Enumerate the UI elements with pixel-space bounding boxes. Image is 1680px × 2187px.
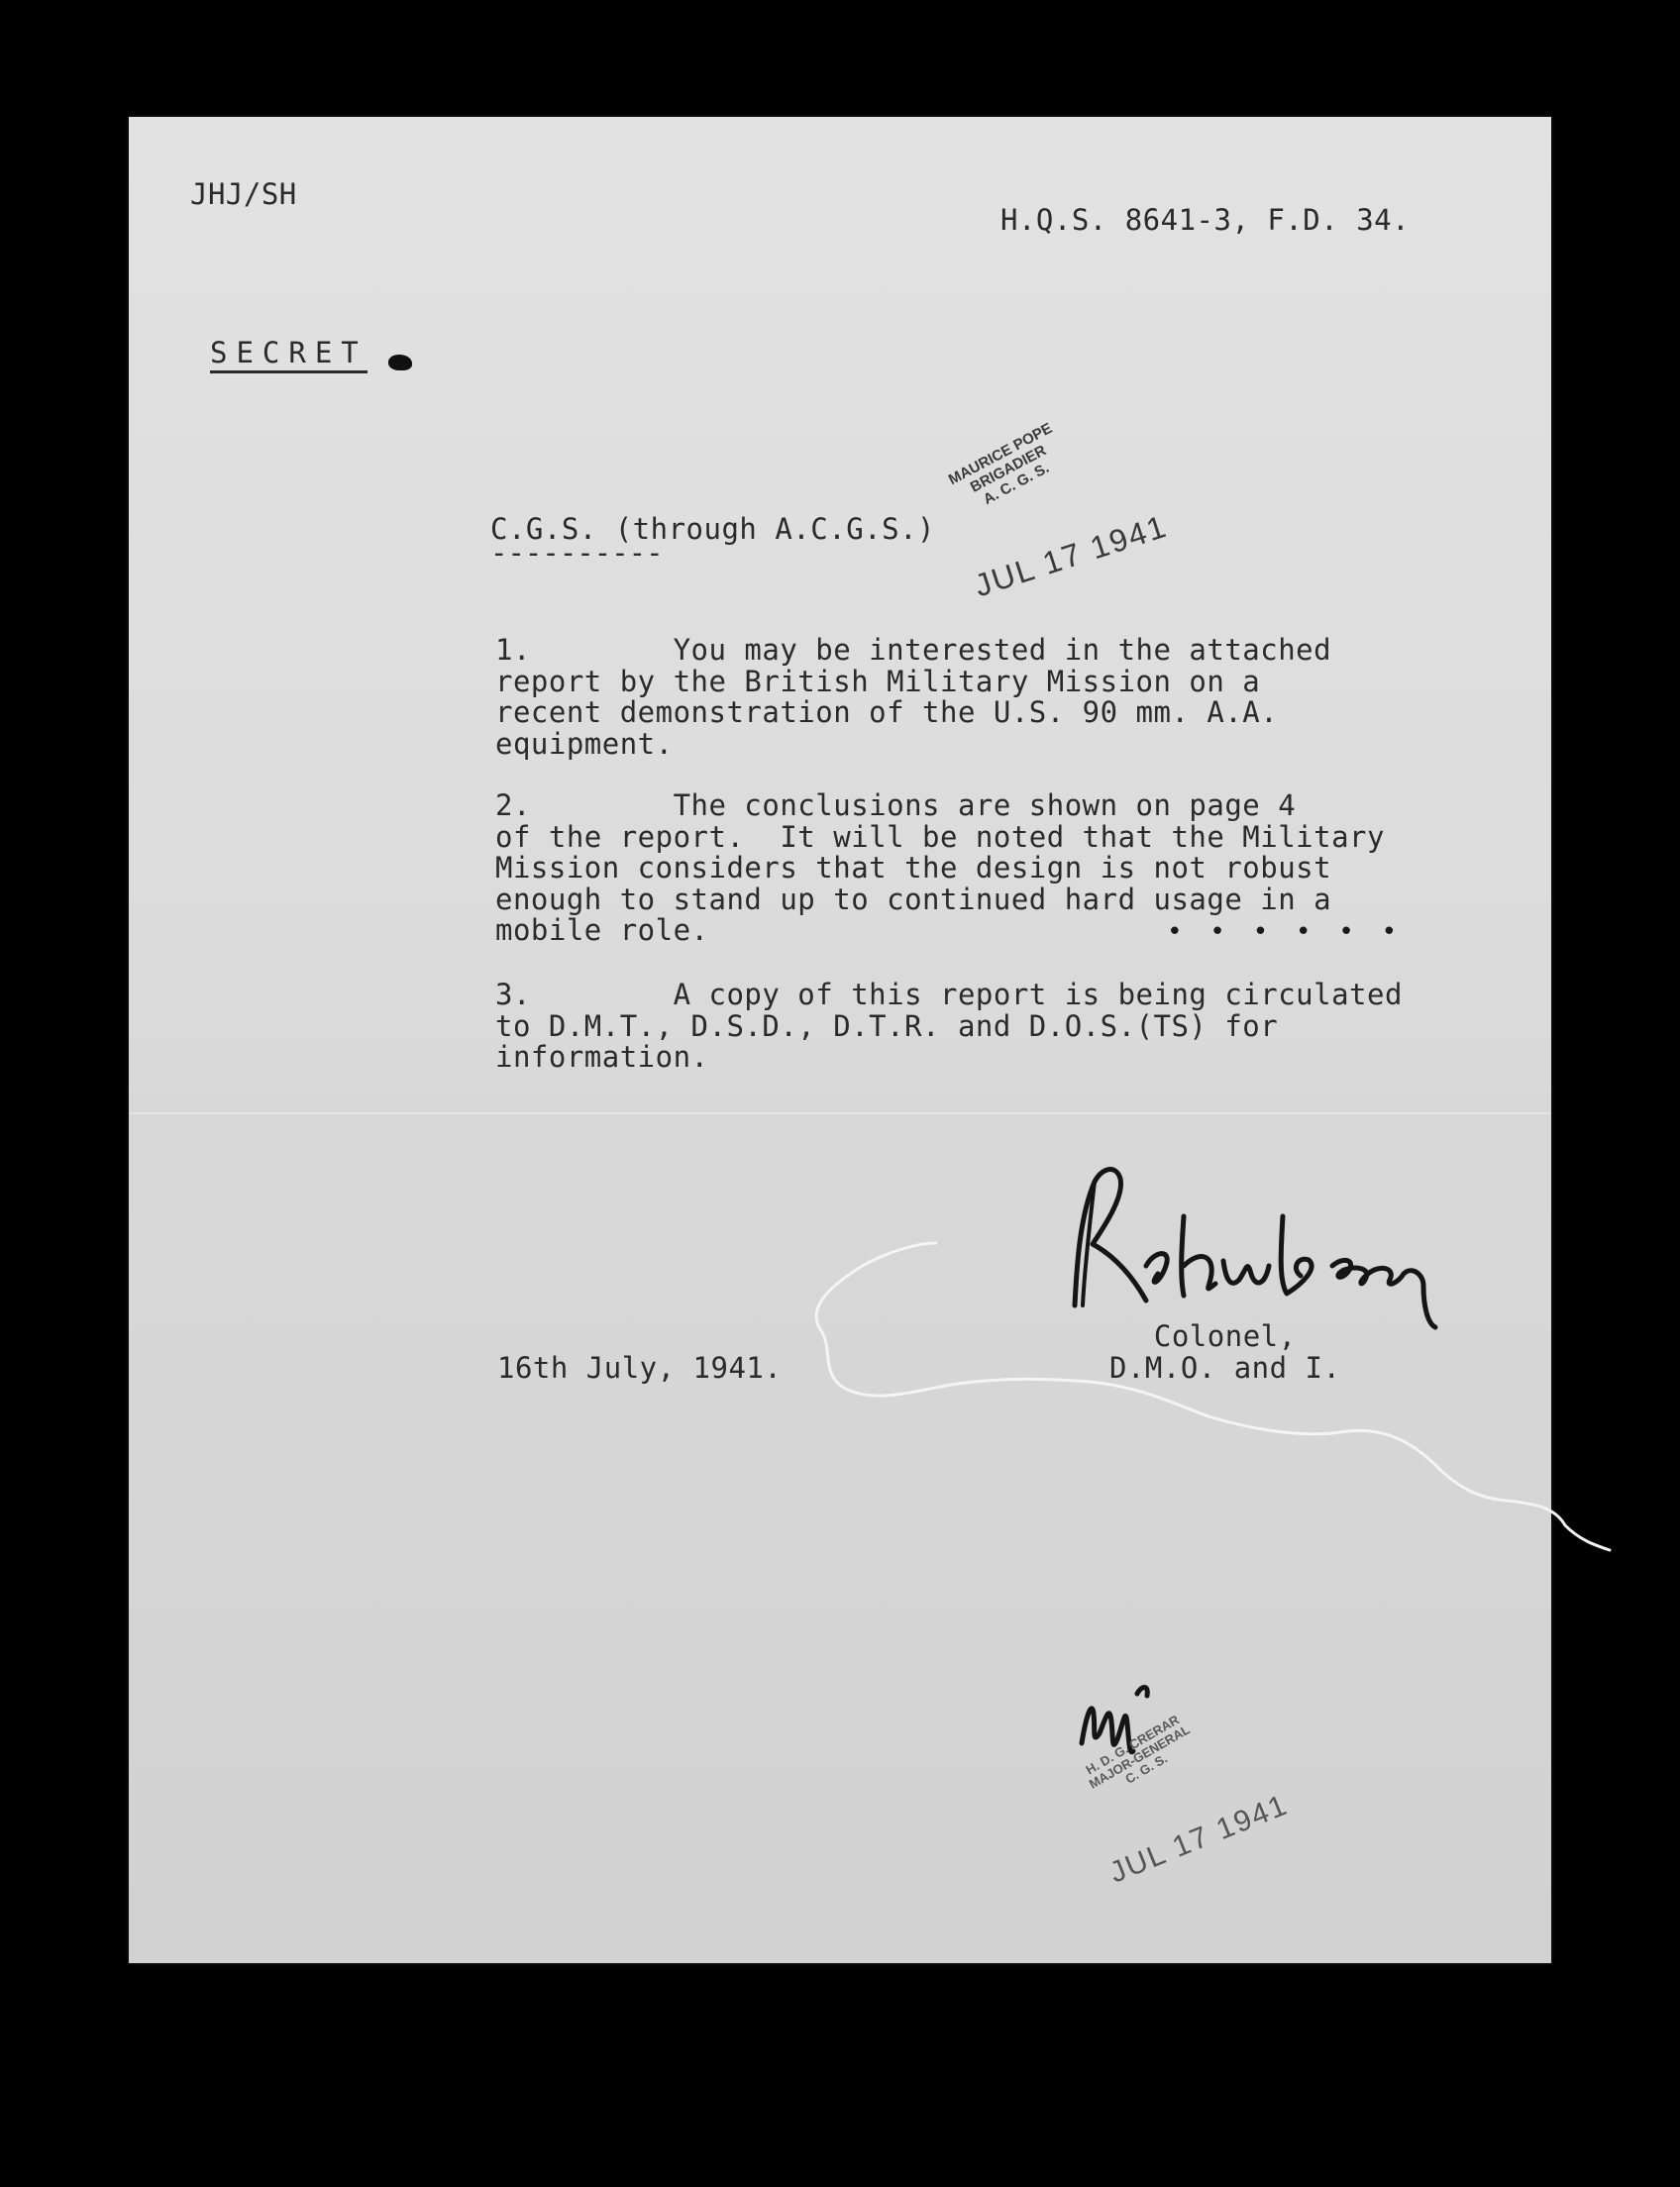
paragraph-3: 3. A copy of this report is being circulated to D.M.T., D.S.D., D.T.R. and D.O.S.(TS) for information. bbox=[495, 978, 1403, 1074]
received-stamp-date: JUL 17 1941 bbox=[970, 507, 1172, 604]
paragraph-1: 1. You may be interested in the attached report by the British Military Mission on a recent demonstration of the U.S. 90 mm. A.A. equipment. bbox=[495, 633, 1332, 761]
letter-date: 16th July, 1941. bbox=[497, 1351, 783, 1385]
handwritten-signature bbox=[1055, 1157, 1530, 1335]
file-reference: JHJ/SH bbox=[190, 177, 297, 211]
classification-heading: SECRET bbox=[210, 337, 368, 373]
addressee-underline: ---------- bbox=[490, 536, 664, 570]
approval-stamp-name: H. D. G. CRERAR MAJOR-GENERAL C. G. S. bbox=[1083, 1712, 1193, 1792]
ink-dots: • • • • • • bbox=[1167, 917, 1404, 947]
headquarters-reference: H.Q.S. 8641-3, F.D. 34. bbox=[1000, 203, 1411, 237]
paragraph-2: 2. The conclusions are shown on page 4 of the report. It will be noted that the Military Mission considers that the design is not robust enough to stand up to continued hard usage in a mobile role. bbox=[495, 788, 1385, 947]
approval-stamp-date: JUL 17 1941 bbox=[1104, 1788, 1294, 1890]
signatory-rank: Colonel, D.M.O. and I. bbox=[1109, 1319, 1341, 1385]
document-page bbox=[129, 117, 1551, 1963]
received-stamp-name: MAURICE POPE BRIGADIER A. C. G. S. bbox=[945, 419, 1056, 509]
addressee: C.G.S. (through A.C.G.S.) bbox=[490, 512, 935, 546]
ink-blot bbox=[388, 355, 412, 370]
